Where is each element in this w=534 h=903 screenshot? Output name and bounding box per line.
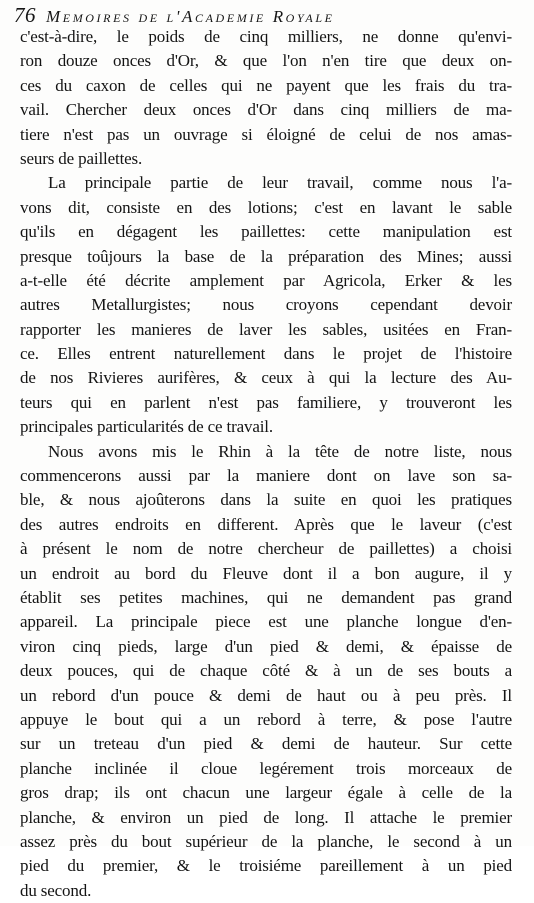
text-line: un rebord d'un pouce & demi de haut ou à peu près. Il [20, 685, 512, 705]
text-line: du second. [20, 880, 92, 900]
text-line: pied du premier, & le troisiéme pareillement à un pied [20, 856, 512, 876]
text-line: autres Metallurgistes; nous croyons cependant devoir [20, 295, 512, 315]
text-line: vons dit, consiste en des lotions; c'est en lavant le sable [20, 197, 512, 217]
text-line: ron douze onces d'Or, & que l'on n'en tire que deux on- [20, 51, 512, 71]
text-line: ce. Elles entrent naturellement dans le projet de l'histoire [20, 344, 512, 364]
text-line: établit ses petites machines, qui ne demandent pas grand [20, 587, 512, 607]
running-title: Memoires de l'Academie Royale [46, 7, 335, 26]
text-line: planche, & environ un pied de long. Il attache le premier [20, 807, 512, 827]
text-line: presque toûjours la base de la préparation des Mines; aussi [20, 246, 512, 266]
body-text [20, 25, 512, 903]
text-line: Nous avons mis le Rhin à la tête de notre liste, nous [48, 441, 512, 461]
text-line: viron cinq pieds, large d'un pied & demi, & épaisse de [20, 636, 512, 656]
page-number: 76 [14, 3, 36, 27]
text-line: a-t-elle été décrite amplement par Agricola, Erker & les [20, 270, 512, 290]
text-line: ces du caxon de celles qui ne payent que les frais du tra- [20, 75, 512, 95]
text-line: sur un treteau d'un pied & demi de hauteur. Sur cette [20, 734, 512, 754]
text-line: deux pouces, qui de chaque côté & à un de ses bouts a [20, 661, 512, 681]
text-line: rapporter les manieres de laver les sables, usitées en Fran- [20, 319, 512, 339]
text-line: de nos Rivieres aurifères, & ceux à qui la lecture des Au- [20, 368, 512, 388]
text-line: tiere n'est pas un ouvrage si éloigné de celui de nos amas- [20, 124, 512, 144]
text-line: La principale partie de leur travail, comme nous l'a- [48, 173, 512, 193]
text-line: vail. Chercher deux onces d'Or dans cinq milliers de ma- [20, 100, 512, 120]
text-line: commencerons aussi par la maniere dont on lave son sa- [20, 466, 512, 486]
text-line: gros drap; ils ont chacun une largeur égale à celle de la [20, 783, 512, 803]
text-line: planche inclinée il cloue legérement trois morceaux de [20, 758, 512, 778]
text-line: c'est-à-dire, le poids de cinq milliers, ne donne qu'envi- [20, 27, 512, 46]
text-line: ble, & nous ajoûterons dans la suite en quoi les pratiques [20, 490, 512, 510]
text-line: à présent le nom de notre chercheur de paillettes) a choisi [20, 539, 512, 559]
text-line: teurs qui en parlent n'est pas familiere, y trouveront les [20, 392, 512, 412]
text-line: un endroit au bord du Fleuve dont il a bon augure, il y [20, 563, 512, 583]
text-line: appuye le bout qui a un rebord à terre, & pose l'autre [20, 709, 512, 729]
text-line: qu'ils en dégagent les paillettes: cette manipulation est [20, 222, 512, 242]
running-head [14, 3, 514, 25]
text-line: appareil. La principale piece est une planche longue d'en- [20, 612, 512, 632]
text-line: seurs de paillettes. [20, 148, 143, 168]
text-line: des autres endroits en different. Après que le laveur (c'est [20, 514, 512, 534]
text-line: assez près du bout supérieur de la planche, le second à un [20, 831, 512, 851]
text-line: principales particularités de ce travail. [20, 417, 273, 437]
